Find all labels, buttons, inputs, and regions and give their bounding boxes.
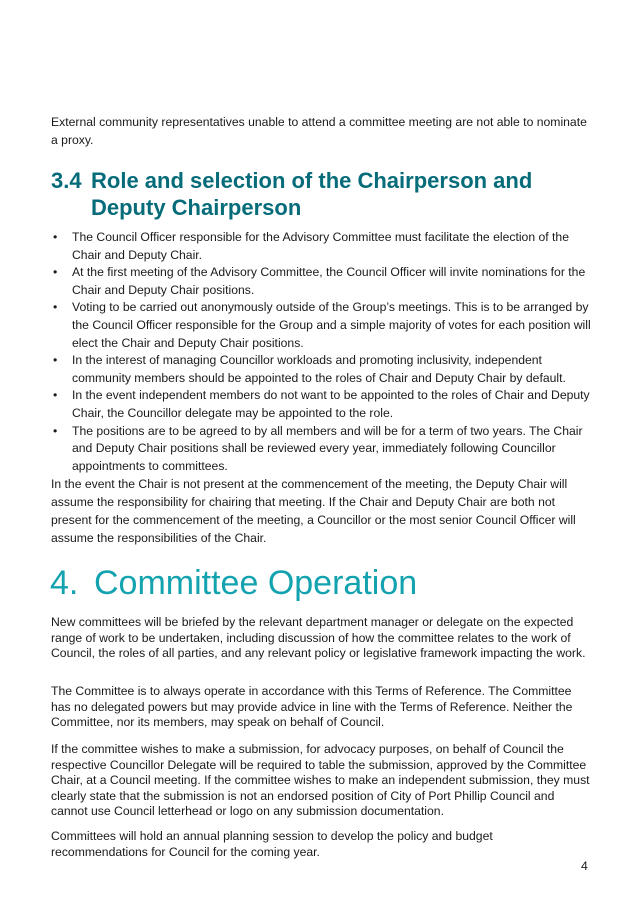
chair-absence-paragraph: In the event the Chair is not present at the commencement of the meeting, the Deputy Chair will assume the responsibility for chairing that meeting. If the Chair and Deputy Chair are both not present for the commencement of the meeting, a Councillor or the most senior Council Officer will assume the responsibilities of the Chair. bbox=[51, 477, 576, 545]
operation-paragraph-3: If the committee wishes to make a submission, for advocacy purposes, on behalf of Council the respective Councillor Delegate will be required to table the submission, approved by the Committee Chair, at a Council meeting. If the committee wishes to make an independent submission, they must clearly state that the submission is not an endorsed position of City of Port Phillip Council and cannot use Council letterhead or logo on any submission documentation. bbox=[51, 742, 590, 818]
list-item bbox=[51, 387, 591, 422]
list-item-text: At the first meeting of the Advisory Committee, the Council Officer will invite nominations for the Chair and Deputy Chair positions. bbox=[72, 265, 586, 297]
list-item bbox=[51, 264, 591, 299]
section-4-heading bbox=[50, 563, 417, 603]
list-item bbox=[51, 299, 591, 352]
list-item-text: The Council Officer responsible for the Advisory Committee must facilitate the election of the Chair and Deputy Chair. bbox=[72, 230, 569, 262]
bullet-icon: • bbox=[53, 353, 58, 368]
section-number: 4. bbox=[50, 564, 79, 602]
section-number: 3.4 bbox=[51, 168, 82, 193]
intro-paragraph: External community representatives unable to attend a committee meeting are not able to nominate a proxy. bbox=[51, 115, 587, 147]
list-item bbox=[51, 229, 591, 264]
page-number: 4 bbox=[581, 859, 588, 873]
bullet-icon: • bbox=[53, 230, 58, 244]
list-item bbox=[51, 423, 591, 476]
operation-paragraph-4: Committees will hold an annual planning session to develop the policy and budget recommendations for Council for the coming year. bbox=[51, 829, 493, 859]
operation-paragraph-2: The Committee is to always operate in accordance with this Terms of Reference. The Committee has no delegated powers but may provide advice in line with the Terms of Reference. Neither the Committee, nor its members, may speak on behalf of Council. bbox=[51, 684, 573, 729]
list-item-text: In the interest of managing Councillor workloads and promoting inclusivity, independent community members should be appointed to the roles of Chair and Deputy Chair by default. bbox=[72, 353, 566, 385]
bullet-icon: • bbox=[53, 423, 58, 438]
section-title-line2: Deputy Chairperson bbox=[91, 195, 302, 220]
list-item-text: In the event independent members do not want to be appointed to the roles of Chair and Deputy Chair, the Councillor delegate may be appointed to the role. bbox=[72, 388, 590, 420]
list-item-text: The positions are to be agreed to by all members and will be for a term of two years. The Chair and Deputy Chair positions shall be reviewed every year, immediately following Councillor appointments to committees. bbox=[72, 423, 583, 473]
section-3-4-heading bbox=[51, 167, 532, 221]
chairperson-bullet-list bbox=[51, 229, 591, 475]
list-item-text: Voting to be carried out anonymously outside of the Group’s meetings. This is to be arranged by the Council Officer responsible for the Group and a simple majority of votes for each position will elect the Chair and Deputy Chair positions. bbox=[72, 300, 591, 350]
section-title-line1: Role and selection of the Chairperson and bbox=[91, 168, 533, 193]
section-title: Committee Operation bbox=[94, 564, 418, 602]
bullet-icon: • bbox=[53, 388, 58, 403]
bullet-icon: • bbox=[53, 265, 58, 280]
list-item bbox=[51, 352, 591, 387]
bullet-icon: • bbox=[53, 300, 58, 315]
operation-paragraph-1: New committees will be briefed by the relevant department manager or delegate on the expected range of work to be undertaken, including discussion of how the committee relates to the work of Council, the roles of all parties, and any relevant policy or legislative framework impacting the work. bbox=[51, 615, 586, 660]
